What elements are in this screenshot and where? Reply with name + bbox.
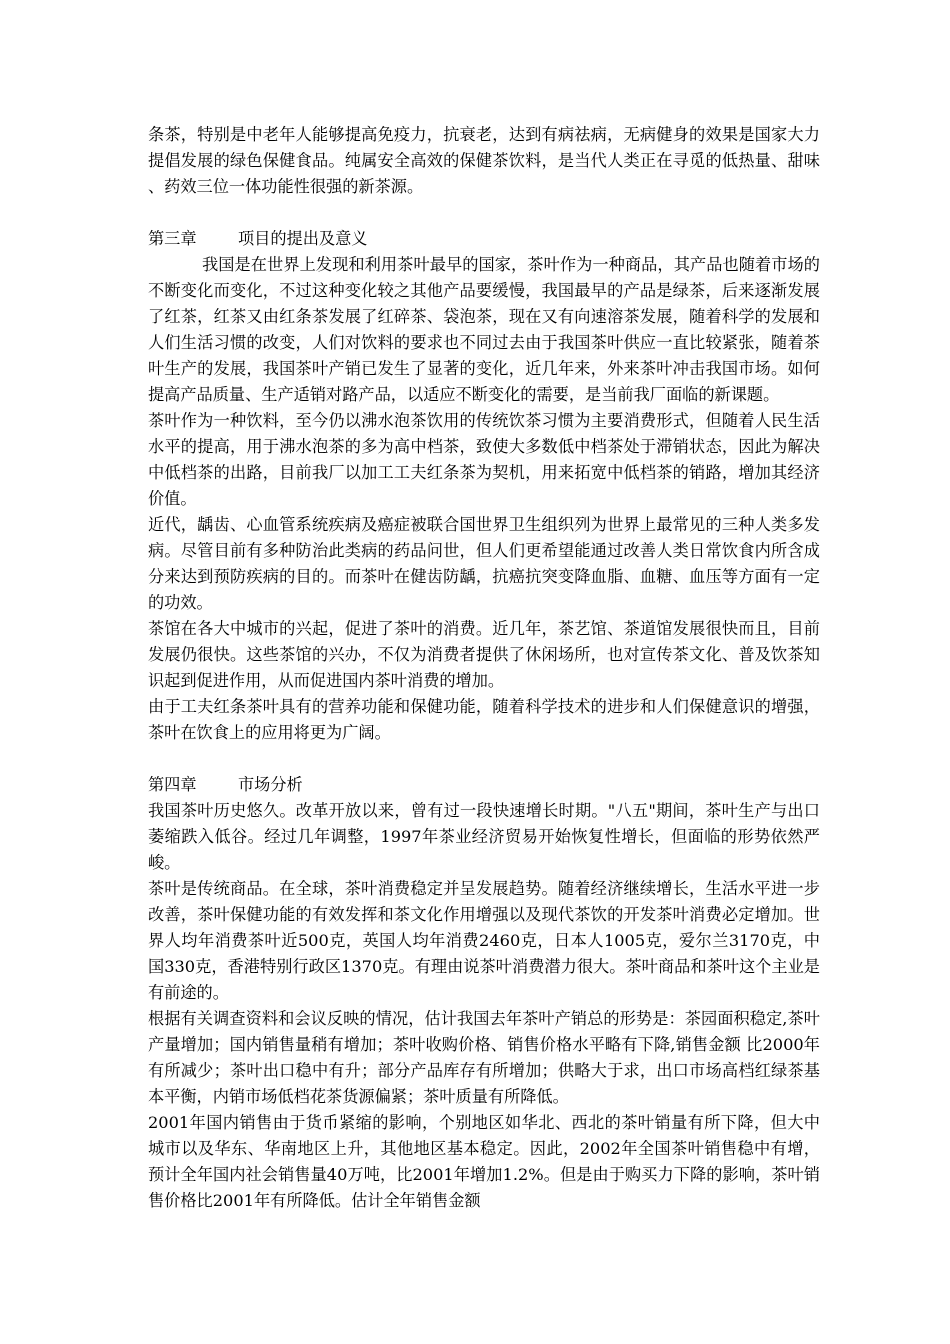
chapter-4-paragraph-3: 根据有关调查资料和会议反映的情况，估计我国去年茶叶产销总的形势是：茶园面积稳定,茶叶产量增加；国内销售量稍有增加；茶叶收购价格、销售价格水平略有下降,销售金额 比2000年有所减少；茶叶出口稳中有升；部分产品库存有所增加；供略大于求，出口市场高档红绿茶基本平衡，内销市场低档花茶货源偏紧；茶叶质量有所降低。 (148, 1009, 820, 1106)
chapter-4-paragraph-4: 2001年国内销售由于货币紧缩的影响，个别地区如华北、西北的茶叶销量有所下降，但大中城市以及华东、华南地区上升，其他地区基本稳定。因此，2002年全国茶叶销售稳中有增，预计全年国内社会销售量40万吨，比2001年增加1.2%。但是由于购买力下降的影响，茶叶销售价格比2001年有所降低。估计全年销售金额 (148, 1113, 820, 1210)
chapter-4-paragraph-2: 茶叶是传统商品。在全球，茶叶消费稳定并呈发展趋势。随着经济继续增长，生活水平进一步改善，茶叶保健功能的有效发挥和茶文化作用增强以及现代茶饮的开发茶叶消费必定增加。世界人均年消费茶叶近500克，英国人均年消费2460克，日本人1005克，爱尔兰3170克，中国330克，香港特别行政区1370克。有理由说茶叶消费潜力很大。茶叶商品和茶叶这个主业是有前途的。 (148, 879, 820, 1002)
chapter-3-title: 项目的提出及意义 (238, 229, 368, 248)
chapter-3-paragraph-2: 茶叶作为一种饮料，至今仍以沸水泡茶饮用的传统饮茶习惯为主要消费形式，但随着人民生活水平的提高，用于沸水泡茶的多为高中档茶，致使大多数低中档茶处于滞销状态，因此为解决中低档茶的出路，目前我厂以加工工夫红条茶为契机，用来拓宽中低档茶的销路，增加其经济价值。 (148, 411, 820, 508)
chapter-4-paragraph-1: 我国茶叶历史悠久。改革开放以来，曾有过一段快速增长时期。"八五"期间，茶叶生产与出口萎缩跌入低谷。经过几年调整，1997年茶业经济贸易开始恢复性增长，但面临的形势依然严峻。 (148, 801, 820, 872)
chapter-3-heading (148, 226, 820, 252)
blank-line (148, 200, 820, 226)
chapter-3-paragraph-4: 茶馆在各大中城市的兴起，促进了茶叶的消费。近几年，茶艺馆、茶道馆发展很快而且，目前发展仍很快。这些茶馆的兴办，不仅为消费者提供了休闲场所，也对宣传茶文化、普及饮茶知识起到促进作用，从而促进国内茶叶消费的增加。 (148, 619, 820, 690)
chapter-4-title: 市场分析 (238, 775, 303, 794)
chapter-3-paragraph-5: 由于工夫红条茶叶具有的营养功能和保健功能，随着科学技术的进步和人们保健意识的增强，茶叶在饮食上的应用将更为广阔。 (148, 697, 820, 742)
chapter-3-number: 第三章 (148, 229, 197, 248)
intro-paragraph: 条茶，特别是中老年人能够提高免疫力，抗衰老，达到有病祛病，无病健身的效果是国家大力提倡发展的绿色保健食品。纯属安全高效的保健茶饮料，是当代人类正在寻觅的低热量、甜味、药效三位一体功能性很强的新茶源。 (148, 125, 820, 196)
chapter-3-paragraph-1: 我国是在世界上发现和利用茶叶最早的国家，茶叶作为一种商品，其产品也随着市场的不断变化而变化，不过这种变化较之其他产品要缓慢，我国最早的产品是绿茶，后来逐渐发展了红茶，红茶又由红条茶发展了红碎茶、袋泡茶，现在又有向速溶茶发展，随着科学的发展和人们生活习惯的改变，人们对饮料的要求也不同过去由于我国茶叶供应一直比较紧张，随着茶叶生产的发展，我国茶叶产销已发生了显著的变化，近几年来，外来茶叶冲击我国市场。如何提高产品质量、生产适销对路产品，以适应不断变化的需要，是当前我厂面临的新课题。 (148, 255, 820, 404)
document-page (148, 122, 820, 1214)
chapter-4-number: 第四章 (148, 775, 197, 794)
chapter-3-paragraph-3: 近代，龋齿、心血管系统疾病及癌症被联合国世界卫生组织列为世界上最常见的三种人类多发病。尽管目前有多种防治此类病的药品问世，但人们更希望能通过改善人类日常饮食内所含成分来达到预防疾病的目的。而茶叶在健齿防龋，抗癌抗突变降血脂、血糖、血压等方面有一定的功效。 (148, 515, 820, 612)
chapter-4-heading (148, 772, 820, 798)
blank-line (148, 746, 820, 772)
